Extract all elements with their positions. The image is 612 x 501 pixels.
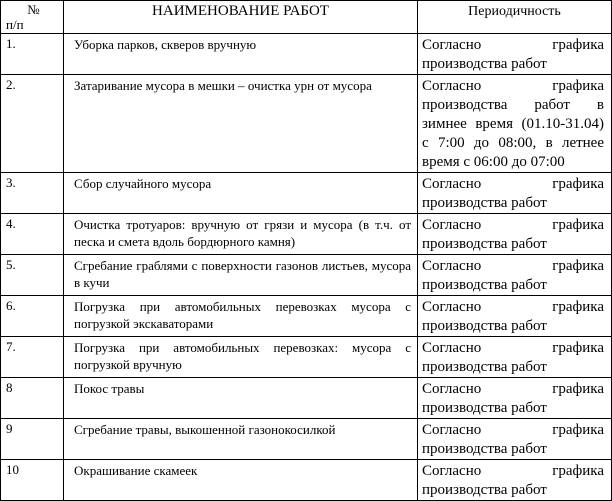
periodicity-cell: Согласно графика производства работ [418,34,612,75]
table-row [1,296,612,337]
work-name-cell: Уборка парков, скверов вручную [64,34,418,75]
work-name-cell: Сбор случайного мусора [64,173,418,214]
work-name-cell: Очистка тротуаров: вручную от грязи и мусора (в т.ч. от песка и смета вдоль бордюрного камня) [64,214,418,255]
header-cell-work-name: НАИМЕНОВАНИЕ РАБОТ [64,1,418,34]
periodicity-cell: Согласно графика производства работ в зимнее время (01.10-31.04) с 7:00 до 08:00, в летнее время с 06:00 до 07:00 [418,75,612,173]
table-row [1,419,612,460]
header-cell-number [1,1,64,34]
work-name-cell: Погрузка при автомобильных перевозках мусора с погрузкой экскаваторами [64,296,418,337]
table-header-row [1,1,612,34]
row-number-cell: 4. [1,214,64,255]
periodicity-cell: Согласно графика производства работ [418,214,612,255]
table-row [1,75,612,173]
row-number-cell: 1. [1,34,64,75]
row-number-cell: 6. [1,296,64,337]
header-number-suffix: п/п [6,17,24,32]
table-row [1,255,612,296]
row-number-cell: 9 [1,419,64,460]
work-name-cell: Погрузка при автомобильных перевозках: мусора с погрузкой вручную [64,337,418,378]
header-number-symbol: № [27,2,40,17]
row-number-cell: 5. [1,255,64,296]
table-row [1,337,612,378]
work-name-cell: Сгребание травы, выкошенной газонокосилкой [64,419,418,460]
work-name-cell: Окрашивание скамеек [64,460,418,501]
work-name-cell: Сгребание граблями с поверхности газонов листьев, мусора в кучи [64,255,418,296]
table-row [1,214,612,255]
periodicity-cell: Согласно графика производства работ [418,419,612,460]
row-number-cell: 3. [1,173,64,214]
row-number-cell: 2. [1,75,64,173]
row-number-cell: 10 [1,460,64,501]
row-number-cell: 8 [1,378,64,419]
header-cell-periodicity: Периодичность [418,1,612,34]
work-name-cell: Затаривание мусора в мешки – очистка урн от мусора [64,75,418,173]
periodicity-cell: Согласно графика производства работ [418,460,612,501]
row-number-cell: 7. [1,337,64,378]
periodicity-cell: Согласно графика производства работ [418,173,612,214]
table-row [1,378,612,419]
work-name-cell: Покос травы [64,378,418,419]
periodicity-cell: Согласно графика производства работ [418,255,612,296]
table-row [1,34,612,75]
periodicity-cell: Согласно графика производства работ [418,337,612,378]
periodicity-cell: Согласно графика производства работ [418,378,612,419]
periodicity-cell: Согласно графика производства работ [418,296,612,337]
table-row [1,173,612,214]
table-row [1,460,612,501]
